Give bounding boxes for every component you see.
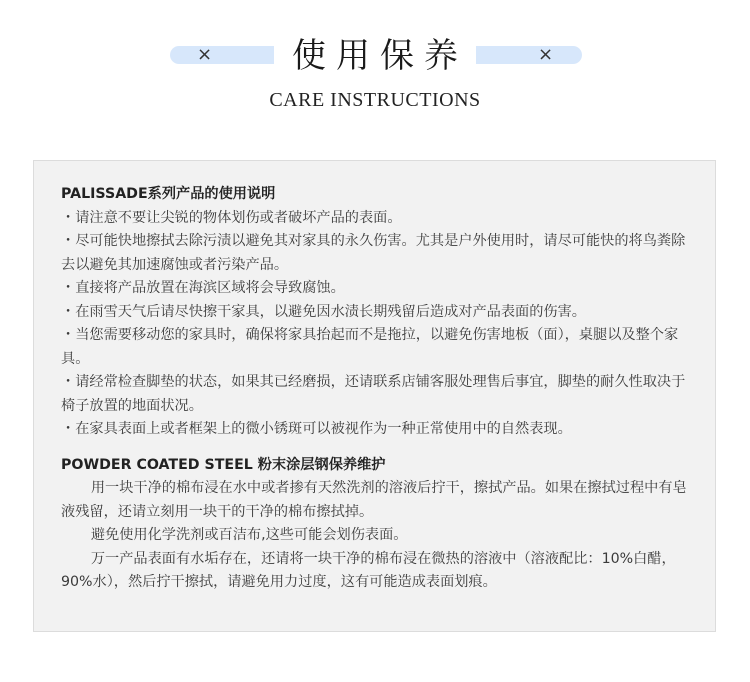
close-mark-left-icon: × xyxy=(197,44,213,65)
paragraph: 避免使用化学洗剂或百洁布,这些可能会划伤表面。 xyxy=(90,527,408,543)
title-chinese-text: 使用保养 xyxy=(274,36,476,76)
title-english: CARE INSTRUCTIONS xyxy=(269,89,481,111)
list-item: ・在雨雪天气后请尽快擦干家具，以避免因水渍长期残留后造成对产品表面的伤害。 xyxy=(61,303,586,320)
paragraph: 万一产品表面有水垢存在，还请将一块干净的棉布浸在微热的溶液中（溶液配比：10%白醋， 90%水），然后拧干擦拭，请避免用力过度，这有可能造成表面划痕。 xyxy=(61,550,676,590)
section2-heading: POWDER COATED STEEL 粉末涂层钢保养维护 xyxy=(61,456,386,473)
list-item: ・直接将产品放置在海滨区域将会导致腐蚀。 xyxy=(61,280,345,296)
instructions-content xyxy=(61,183,697,595)
list-item: ・尽可能快地擦拭去除污渍以避免其对家具的永久伤害。尤其是户外使用时，请尽可能快的将鸟粪除去以避免其加速腐蚀或者污染产品。 xyxy=(61,233,686,273)
section-spacer xyxy=(61,442,697,454)
list-item: ・当您需要移动您的家具时，确保将家具抬起而不是拖拉，以避免伤害地板（面），桌腿以及整个家具。 xyxy=(61,327,679,367)
close-mark-right-icon: × xyxy=(538,44,554,65)
section1-heading: PALISSADE系列产品的使用说明 xyxy=(61,186,276,202)
page-header xyxy=(0,0,750,120)
list-item: ・请注意不要让尖锐的物体划伤或者破坏产品的表面。 xyxy=(61,209,402,226)
instructions-card xyxy=(33,160,716,632)
paragraph: 用一块干净的棉布浸在水中或者掺有天然洗剂的溶液后拧干，擦拭产品。如果在擦拭过程中有皂液残留，还请立刻用一块干的干净的棉布擦拭掉。 xyxy=(61,480,687,520)
list-item: ・请经常检查脚垫的状态，如果其已经磨损，还请联系店铺客服处理售后事宜，脚垫的耐久性取决于椅子放置的地面状况。 xyxy=(61,374,686,414)
title-chinese xyxy=(0,34,750,78)
list-item: ・在家具表面上或者框架上的微小锈斑可以被视作为一种正常使用中的自然表现。 xyxy=(61,421,572,437)
